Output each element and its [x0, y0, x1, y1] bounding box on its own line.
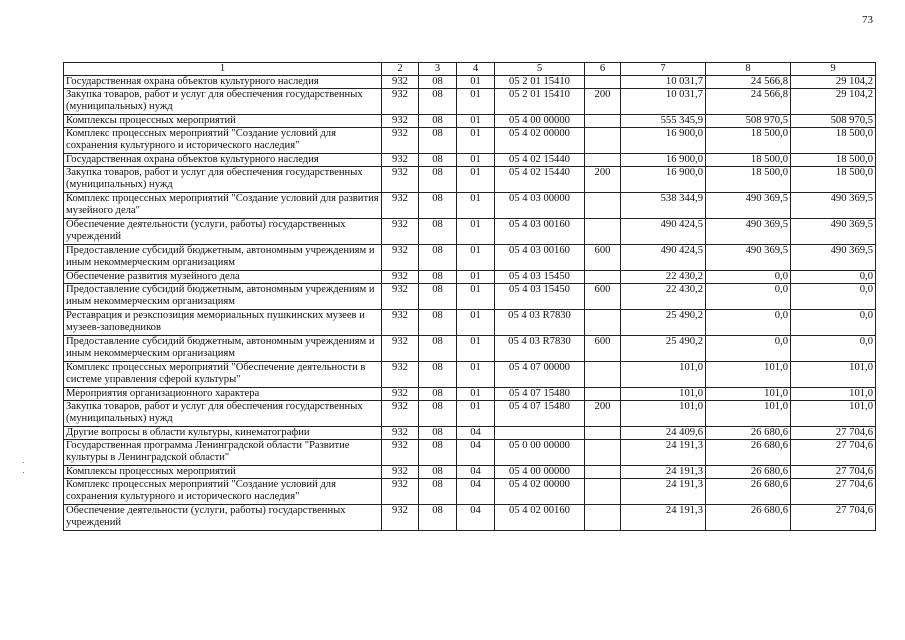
cell-target-article: 05 4 07 15480 [495, 401, 585, 427]
cell-name: Обеспечение развития музейного дела [64, 271, 382, 284]
cell-expense-type: 200 [585, 401, 621, 427]
cell-expense-type [585, 115, 621, 128]
cell-amount-col7: 10 031,7 [621, 89, 706, 115]
table-row [64, 440, 876, 466]
cell-amount-col9: 490 369,5 [791, 193, 876, 219]
cell-amount-col8: 26 680,6 [706, 466, 791, 479]
column-header: 6 [585, 63, 621, 76]
table-row [64, 336, 876, 362]
cell-amount-col9: 0,0 [791, 284, 876, 310]
cell-target-article: 05 4 00 00000 [495, 115, 585, 128]
cell-amount-col8: 101,0 [706, 401, 791, 427]
cell-amount-col8: 24 566,8 [706, 76, 791, 89]
cell-ministry-code: 932 [382, 427, 419, 440]
cell-subsection: 04 [457, 440, 495, 466]
cell-subsection: 01 [457, 245, 495, 271]
cell-expense-type [585, 271, 621, 284]
cell-target-article: 05 4 02 00000 [495, 479, 585, 505]
cell-amount-col7: 24 409,6 [621, 427, 706, 440]
cell-name: Другие вопросы в области культуры, кинематографии [64, 427, 382, 440]
table-row [64, 167, 876, 193]
cell-amount-col7: 24 191,3 [621, 505, 706, 531]
cell-subsection: 01 [457, 128, 495, 154]
cell-expense-type [585, 427, 621, 440]
cell-ministry-code: 932 [382, 336, 419, 362]
cell-expense-type [585, 479, 621, 505]
cell-amount-col7: 24 191,3 [621, 466, 706, 479]
cell-name: Комплекс процессных мероприятий "Создание условий для сохранения культурного и исторического наследия" [64, 479, 382, 505]
cell-subsection: 01 [457, 271, 495, 284]
cell-amount-col9: 101,0 [791, 362, 876, 388]
cell-amount-col8: 0,0 [706, 336, 791, 362]
budget-table [63, 62, 876, 531]
cell-amount-col8: 26 680,6 [706, 505, 791, 531]
cell-target-article: 05 0 00 00000 [495, 440, 585, 466]
cell-amount-col9: 29 104,2 [791, 76, 876, 89]
cell-section: 08 [419, 362, 457, 388]
cell-name: Мероприятия организационного характера [64, 388, 382, 401]
cell-subsection: 01 [457, 219, 495, 245]
cell-amount-col7: 490 424,5 [621, 245, 706, 271]
cell-subsection: 01 [457, 76, 495, 89]
cell-ministry-code: 932 [382, 115, 419, 128]
cell-name: Обеспечение деятельности (услуги, работы) государственных учреждений [64, 505, 382, 531]
cell-section: 08 [419, 388, 457, 401]
column-header: 5 [495, 63, 585, 76]
cell-expense-type [585, 310, 621, 336]
table-row [64, 505, 876, 531]
cell-target-article: 05 4 03 00160 [495, 219, 585, 245]
scan-mark [23, 472, 24, 473]
cell-amount-col8: 18 500,0 [706, 167, 791, 193]
column-header: 2 [382, 63, 419, 76]
cell-target-article: 05 4 07 00000 [495, 362, 585, 388]
cell-amount-col8: 26 680,6 [706, 479, 791, 505]
cell-section: 08 [419, 167, 457, 193]
cell-amount-col8: 508 970,5 [706, 115, 791, 128]
cell-ministry-code: 932 [382, 466, 419, 479]
cell-target-article: 05 4 03 15450 [495, 284, 585, 310]
table-row [64, 271, 876, 284]
cell-amount-col7: 538 344,9 [621, 193, 706, 219]
cell-amount-col9: 18 500,0 [791, 167, 876, 193]
cell-section: 08 [419, 310, 457, 336]
cell-section: 08 [419, 505, 457, 531]
cell-target-article: 05 4 03 R7830 [495, 310, 585, 336]
cell-subsection: 01 [457, 388, 495, 401]
cell-section: 08 [419, 336, 457, 362]
cell-amount-col9: 27 704,6 [791, 479, 876, 505]
column-header: 7 [621, 63, 706, 76]
cell-section: 08 [419, 284, 457, 310]
cell-name: Закупка товаров, работ и услуг для обеспечения государственных (муниципальных) нужд [64, 167, 382, 193]
cell-subsection: 04 [457, 427, 495, 440]
cell-amount-col9: 101,0 [791, 401, 876, 427]
cell-amount-col8: 18 500,0 [706, 128, 791, 154]
cell-ministry-code: 932 [382, 388, 419, 401]
table-row [64, 245, 876, 271]
cell-target-article: 05 4 07 15480 [495, 388, 585, 401]
cell-amount-col9: 0,0 [791, 336, 876, 362]
cell-name: Государственная охрана объектов культурного наследия [64, 76, 382, 89]
cell-name: Обеспечение деятельности (услуги, работы) государственных учреждений [64, 219, 382, 245]
cell-amount-col8: 26 680,6 [706, 440, 791, 466]
cell-ministry-code: 932 [382, 310, 419, 336]
table-row [64, 401, 876, 427]
table-row [64, 76, 876, 89]
cell-ministry-code: 932 [382, 245, 419, 271]
cell-section: 08 [419, 219, 457, 245]
page-number: 73 [862, 14, 873, 26]
cell-amount-col9: 18 500,0 [791, 154, 876, 167]
table-row [64, 479, 876, 505]
cell-name: Комплекс процессных мероприятий "Обеспечение деятельности в системе управления сферой культуры" [64, 362, 382, 388]
cell-target-article: 05 4 02 15440 [495, 154, 585, 167]
cell-name: Комплексы процессных мероприятий [64, 115, 382, 128]
cell-expense-type [585, 128, 621, 154]
table-row [64, 388, 876, 401]
cell-amount-col9: 27 704,6 [791, 466, 876, 479]
cell-section: 08 [419, 466, 457, 479]
cell-name: Предоставление субсидий бюджетным, автономным учреждениям и иным некоммерческим организациям [64, 245, 382, 271]
cell-amount-col8: 490 369,5 [706, 219, 791, 245]
cell-ministry-code: 932 [382, 284, 419, 310]
table-row [64, 310, 876, 336]
cell-target-article: 05 4 02 00160 [495, 505, 585, 531]
cell-subsection: 04 [457, 505, 495, 531]
cell-name: Закупка товаров, работ и услуг для обеспечения государственных (муниципальных) нужд [64, 89, 382, 115]
cell-amount-col9: 101,0 [791, 388, 876, 401]
cell-ministry-code: 932 [382, 505, 419, 531]
cell-subsection: 01 [457, 310, 495, 336]
cell-section: 08 [419, 76, 457, 89]
cell-ministry-code: 932 [382, 167, 419, 193]
cell-section: 08 [419, 154, 457, 167]
header-row [64, 63, 876, 76]
cell-amount-col7: 25 490,2 [621, 310, 706, 336]
table-row [64, 115, 876, 128]
cell-amount-col7: 16 900,0 [621, 128, 706, 154]
table-row [64, 362, 876, 388]
cell-expense-type: 200 [585, 167, 621, 193]
cell-amount-col8: 0,0 [706, 271, 791, 284]
cell-ministry-code: 932 [382, 479, 419, 505]
cell-subsection: 01 [457, 193, 495, 219]
cell-target-article: 05 4 02 15440 [495, 167, 585, 193]
cell-target-article: 05 4 00 00000 [495, 466, 585, 479]
column-header: 4 [457, 63, 495, 76]
cell-target-article: 05 4 03 00160 [495, 245, 585, 271]
cell-section: 08 [419, 440, 457, 466]
cell-amount-col7: 490 424,5 [621, 219, 706, 245]
cell-amount-col9: 0,0 [791, 310, 876, 336]
cell-amount-col8: 0,0 [706, 310, 791, 336]
cell-section: 08 [419, 89, 457, 115]
table-row [64, 219, 876, 245]
column-header: 3 [419, 63, 457, 76]
cell-name: Государственная программа Ленинградской области "Развитие культуры в Ленинградской области" [64, 440, 382, 466]
cell-expense-type [585, 154, 621, 167]
table-row [64, 466, 876, 479]
cell-subsection: 04 [457, 466, 495, 479]
cell-amount-col7: 24 191,3 [621, 479, 706, 505]
cell-section: 08 [419, 401, 457, 427]
cell-expense-type: 200 [585, 89, 621, 115]
cell-target-article: 05 4 02 00000 [495, 128, 585, 154]
cell-ministry-code: 932 [382, 193, 419, 219]
cell-subsection: 01 [457, 115, 495, 128]
cell-name: Реставрация и реэкспозиция мемориальных пушкинских музеев и музеев-заповедников [64, 310, 382, 336]
table-row [64, 128, 876, 154]
table-row [64, 284, 876, 310]
cell-ministry-code: 932 [382, 128, 419, 154]
cell-name: Предоставление субсидий бюджетным, автономным учреждениям и иным некоммерческим организациям [64, 336, 382, 362]
cell-subsection: 01 [457, 167, 495, 193]
cell-subsection: 01 [457, 401, 495, 427]
cell-amount-col7: 10 031,7 [621, 76, 706, 89]
cell-ministry-code: 932 [382, 362, 419, 388]
cell-expense-type [585, 193, 621, 219]
cell-ministry-code: 932 [382, 271, 419, 284]
cell-name: Комплекс процессных мероприятий "Создание условий для сохранения культурного и исторического наследия" [64, 128, 382, 154]
cell-target-article: 05 4 03 R7830 [495, 336, 585, 362]
cell-amount-col9: 29 104,2 [791, 89, 876, 115]
cell-section: 08 [419, 128, 457, 154]
cell-expense-type [585, 440, 621, 466]
cell-expense-type [585, 466, 621, 479]
cell-ministry-code: 932 [382, 154, 419, 167]
cell-amount-col7: 24 191,3 [621, 440, 706, 466]
cell-amount-col8: 24 566,8 [706, 89, 791, 115]
cell-amount-col8: 101,0 [706, 388, 791, 401]
cell-expense-type [585, 219, 621, 245]
cell-expense-type [585, 362, 621, 388]
cell-ministry-code: 932 [382, 440, 419, 466]
cell-subsection: 01 [457, 154, 495, 167]
cell-name: Государственная охрана объектов культурного наследия [64, 154, 382, 167]
cell-name: Закупка товаров, работ и услуг для обеспечения государственных (муниципальных) нужд [64, 401, 382, 427]
column-header: 8 [706, 63, 791, 76]
cell-expense-type: 600 [585, 245, 621, 271]
table-row [64, 89, 876, 115]
cell-subsection: 01 [457, 336, 495, 362]
cell-subsection: 01 [457, 362, 495, 388]
table-body [64, 76, 876, 531]
cell-amount-col7: 555 345,9 [621, 115, 706, 128]
cell-subsection: 01 [457, 284, 495, 310]
cell-target-article [495, 427, 585, 440]
cell-amount-col8: 490 369,5 [706, 245, 791, 271]
cell-amount-col7: 16 900,0 [621, 154, 706, 167]
cell-expense-type [585, 505, 621, 531]
column-header: 1 [64, 63, 382, 76]
cell-section: 08 [419, 115, 457, 128]
cell-target-article: 05 2 01 15410 [495, 76, 585, 89]
cell-amount-col7: 22 430,2 [621, 271, 706, 284]
cell-amount-col8: 101,0 [706, 362, 791, 388]
cell-expense-type: 600 [585, 284, 621, 310]
cell-amount-col8: 490 369,5 [706, 193, 791, 219]
cell-ministry-code: 932 [382, 401, 419, 427]
table-row [64, 154, 876, 167]
cell-ministry-code: 932 [382, 76, 419, 89]
scan-mark [23, 462, 24, 463]
cell-amount-col7: 25 490,2 [621, 336, 706, 362]
cell-amount-col7: 101,0 [621, 401, 706, 427]
cell-amount-col7: 22 430,2 [621, 284, 706, 310]
cell-target-article: 05 4 03 15450 [495, 271, 585, 284]
cell-name: Комплексы процессных мероприятий [64, 466, 382, 479]
cell-expense-type: 600 [585, 336, 621, 362]
cell-amount-col8: 26 680,6 [706, 427, 791, 440]
cell-amount-col9: 490 369,5 [791, 219, 876, 245]
cell-amount-col7: 16 900,0 [621, 167, 706, 193]
cell-amount-col9: 18 500,0 [791, 128, 876, 154]
cell-name: Предоставление субсидий бюджетным, автономным учреждениям и иным некоммерческим организациям [64, 284, 382, 310]
cell-section: 08 [419, 245, 457, 271]
cell-amount-col7: 101,0 [621, 388, 706, 401]
cell-ministry-code: 932 [382, 89, 419, 115]
cell-target-article: 05 4 03 00000 [495, 193, 585, 219]
cell-amount-col9: 490 369,5 [791, 245, 876, 271]
cell-amount-col9: 0,0 [791, 271, 876, 284]
cell-amount-col9: 508 970,5 [791, 115, 876, 128]
cell-amount-col9: 27 704,6 [791, 427, 876, 440]
cell-amount-col9: 27 704,6 [791, 440, 876, 466]
cell-ministry-code: 932 [382, 219, 419, 245]
table-row [64, 427, 876, 440]
cell-subsection: 01 [457, 89, 495, 115]
cell-section: 08 [419, 271, 457, 284]
cell-target-article: 05 2 01 15410 [495, 89, 585, 115]
cell-amount-col9: 27 704,6 [791, 505, 876, 531]
cell-section: 08 [419, 193, 457, 219]
cell-section: 08 [419, 427, 457, 440]
column-header: 9 [791, 63, 876, 76]
cell-subsection: 04 [457, 479, 495, 505]
cell-expense-type [585, 76, 621, 89]
cell-amount-col8: 18 500,0 [706, 154, 791, 167]
cell-amount-col8: 0,0 [706, 284, 791, 310]
cell-name: Комплекс процессных мероприятий "Создание условий для развития музейного дела" [64, 193, 382, 219]
cell-amount-col7: 101,0 [621, 362, 706, 388]
table-row [64, 193, 876, 219]
cell-section: 08 [419, 479, 457, 505]
cell-expense-type [585, 388, 621, 401]
